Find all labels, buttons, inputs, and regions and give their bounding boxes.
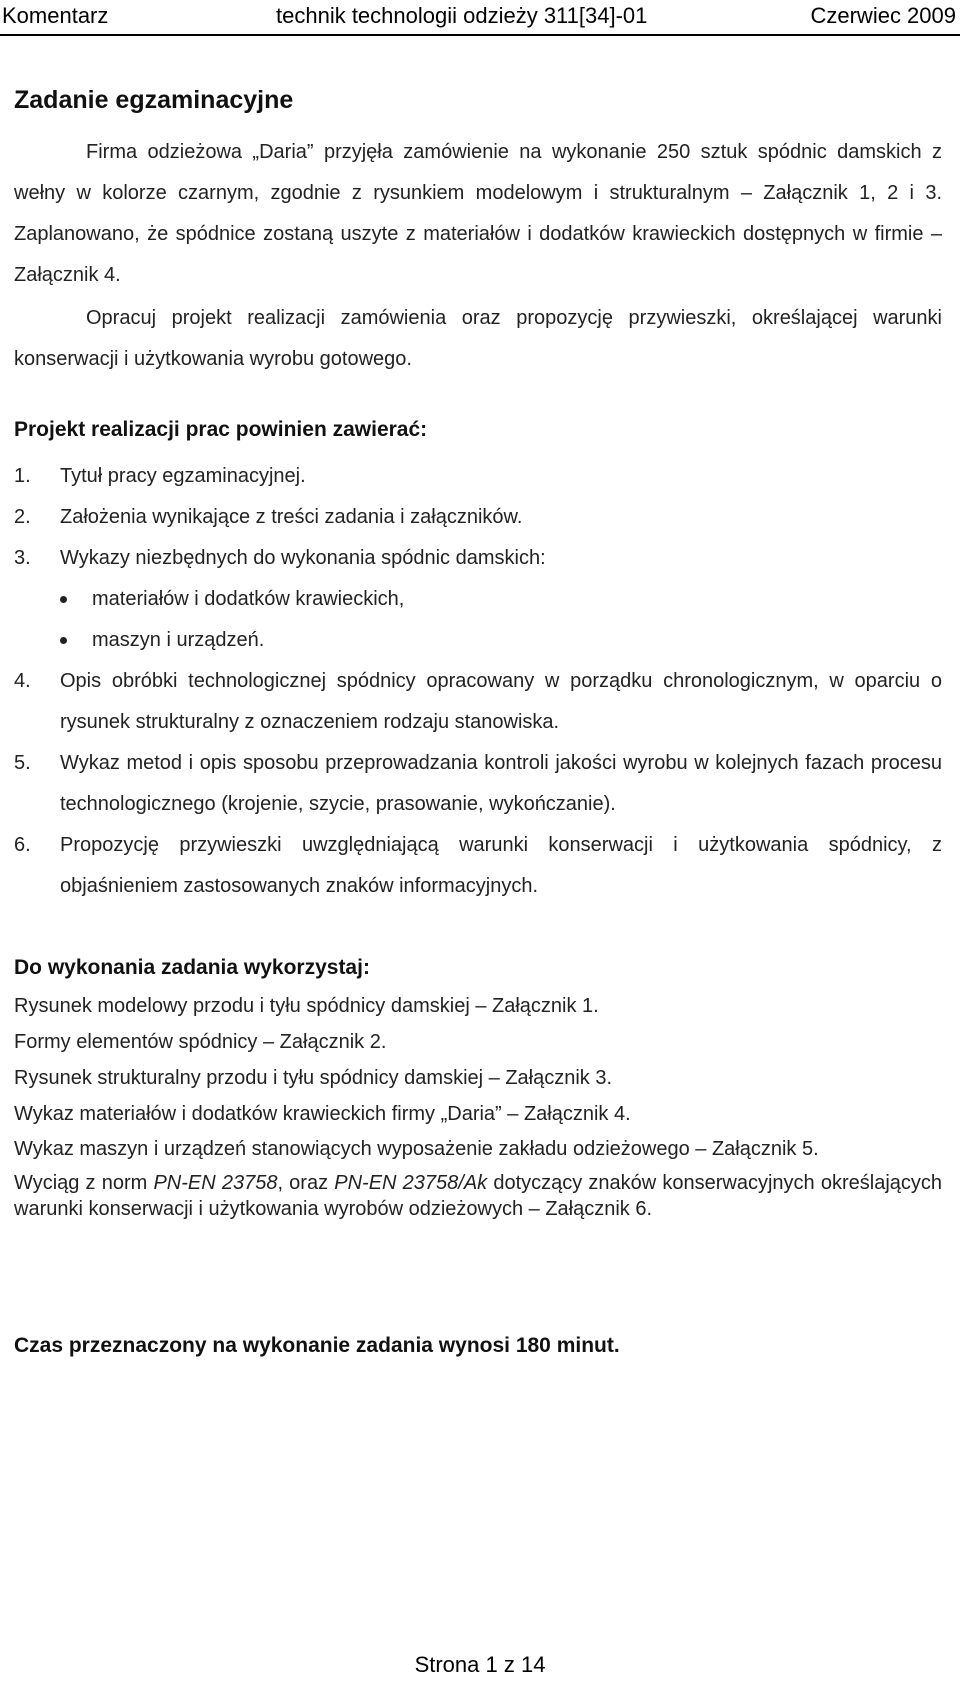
norm-pn-en-23758-ak: PN-EN 23758/Ak — [334, 1172, 488, 1194]
page-header — [0, 0, 960, 36]
project-requirements-list — [14, 456, 942, 907]
time-limit-note: Czas przeznaczony na wykonanie zadania wynosi 180 minut. — [14, 1334, 620, 1357]
list-item — [14, 497, 942, 538]
list-item-text: Wykaz metod i opis sposobu przeprowadzania kontroli jakości wyrobu w kolejnych fazach procesu technologicznego (krojenie, szycie, prasowanie, wykończanie). — [60, 752, 942, 815]
resource-attachment-6 — [14, 1170, 942, 1222]
resources-list — [14, 992, 942, 1230]
list-item — [14, 661, 942, 743]
list-item-text: Propozycję przywieszki uwzględniającą warunki konserwacji i użytkowania spódnicy, z objaśnieniem zastosowanych znaków informacyjnych. — [60, 834, 942, 897]
bullet-icon — [60, 596, 67, 603]
list-item-text: Wykazy niezbędnych do wykonania spódnic damskich: — [60, 547, 546, 569]
page-title: Zadanie egzaminacyjne — [14, 86, 294, 114]
bullet-item — [60, 620, 942, 661]
list-item-number: 4. — [14, 670, 31, 692]
resource-attachment-4: Wykaz materiałów i dodatków krawieckich firmy „Daria” – Załącznik 4. — [14, 1103, 631, 1125]
header-profession: technik technologii odzieży 311[34]-01 — [276, 3, 648, 28]
bullet-icon — [60, 637, 67, 644]
norm-pn-en-23758: PN-EN 23758 — [153, 1172, 278, 1194]
resource-6-prefix: Wyciąg z norm — [14, 1172, 154, 1194]
project-heading: Projekt realizacji prac powinien zawierać: — [14, 418, 428, 441]
bullet-text: materiałów i dodatków krawieckich, — [92, 588, 405, 610]
list-item — [14, 743, 942, 825]
list-item-text: Założenia wynikające z treści zadania i załączników. — [60, 506, 523, 528]
list-item-number: 6. — [14, 834, 31, 856]
list-item — [14, 825, 942, 907]
list-item-number: 3. — [14, 547, 31, 569]
resource-6-suffix: dotyczący znaków konserwacyjnych określających warunki konserwacji i użytkowania wyrobów odzieżowych – Załącznik 6. — [14, 1172, 943, 1220]
list-item — [14, 538, 942, 661]
bullet-text: maszyn i urządzeń. — [92, 629, 265, 651]
resources-heading: Do wykonania zadania wykorzystaj: — [14, 956, 370, 979]
list-item — [14, 456, 942, 497]
list-item-number: 2. — [14, 506, 31, 528]
list-item-number: 5. — [14, 752, 31, 774]
header-date: Czerwiec 2009 — [810, 3, 956, 28]
list-item-text: Opis obróbki technologicznej spódnicy opracowany w porządku chronologicznym, w oparciu o rysunek strukturalny z oznaczeniem rodzaju stanowiska. — [60, 670, 942, 733]
resource-attachment-5: Wykaz maszyn i urządzeń stanowiących wyposażenie zakładu odzieżowego – Załącznik 5. — [14, 1138, 819, 1160]
page-number: Strona 1 z 14 — [414, 1652, 546, 1677]
intro-paragraph-order: Firma odzieżowa „Daria” przyjęła zamówienie na wykonanie 250 sztuk spódnic damskich z wełny w kolorze czarnym, zgodnie z rysunkiem modelowym i strukturalnym – Załącznik 1, 2 i 3. Zaplanowano, że spódnice zostaną uszyte z materiałów i dodatków krawieckich dostępnych w firmie – Załącznik 4. — [14, 141, 942, 286]
intro-paragraph-task: Opracuj projekt realizacji zamówienia oraz propozycję przywieszki, określającej warunki konserwacji i użytkowania wyrobu gotowego. — [14, 307, 942, 370]
resource-6-middle: , oraz — [277, 1172, 335, 1194]
bullet-list — [60, 579, 942, 661]
bullet-item — [60, 579, 942, 620]
header-document-type: Komentarz — [2, 3, 109, 28]
resource-attachment-2: Formy elementów spódnicy – Załącznik 2. — [14, 1031, 387, 1053]
list-item-text: Tytuł pracy egzaminacyjnej. — [60, 465, 306, 487]
list-item-number: 1. — [14, 465, 31, 487]
resource-attachment-1: Rysunek modelowy przodu i tyłu spódnicy damskiej – Załącznik 1. — [14, 995, 599, 1017]
resource-attachment-3: Rysunek strukturalny przodu i tyłu spódnicy damskiej – Załącznik 3. — [14, 1067, 613, 1089]
